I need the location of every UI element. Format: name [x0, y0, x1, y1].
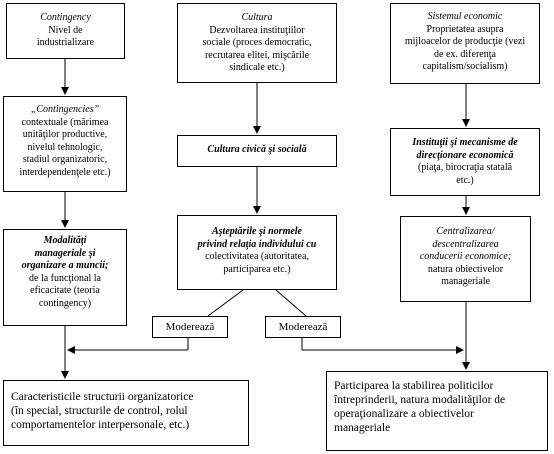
line-to-moderator-right — [276, 290, 306, 316]
economic-institutions-box: Instituţii şi mecanisme de direcţionare economică (piaţa, birocraţia statală etc.) — [390, 128, 540, 196]
centralization-box: Centralizarea/ descentralizarea conducerii economice; natura obiectivelor manageriale — [400, 216, 531, 302]
moderator-left-box: Moderează — [152, 316, 228, 338]
line-to-moderator-left — [208, 290, 243, 316]
result-left-box: Caracteristicile structurii organizatorice (în special, structurile de control, rolul comportamentelor interpersonale, etc.) — [3, 380, 249, 446]
culture-title: Cultura — [241, 12, 273, 23]
economic-system-box: Sistemul economic Proprietatea asupra mijloacelor de producţie (vezi de ex. diferenţa capitalism/socialism) — [390, 3, 540, 84]
contingencies-context-box: „Contingencies” contextuale (mărimea unităţilor productive, nivelul tehnologic, stadiul organizatoric, interdependenţele etc.) — [3, 96, 127, 192]
contingency-box: Contingency Nivel de industrializare — [6, 3, 125, 59]
moderator-right-box: Moderează — [265, 316, 341, 338]
expectations-norms-box: Aşteptările şi normele privind relaţia individului cu colectivitatea (autoritatea, participarea etc.) — [177, 215, 337, 290]
economic-system-title: Sistemul economic — [427, 11, 503, 22]
civic-culture-box: Cultura civică şi socială — [177, 135, 337, 167]
management-modalities-box: Modalităţi manageriale şi organizare a muncii; de la funcţional la eficacitate (teoria contingency) — [3, 229, 127, 326]
culture-box: Cultura Dezvoltarea instituţiilor sociale (proces democratic, recrutarea elitei, mişcările sindicale etc.) — [177, 3, 337, 83]
contingency-title: Contingency — [40, 12, 91, 23]
result-right-box: Participarea la stabilirea politicilor întreprinderii, natura modalităţilor de operaţionalizare a obiectivelor manageriale — [326, 371, 548, 451]
